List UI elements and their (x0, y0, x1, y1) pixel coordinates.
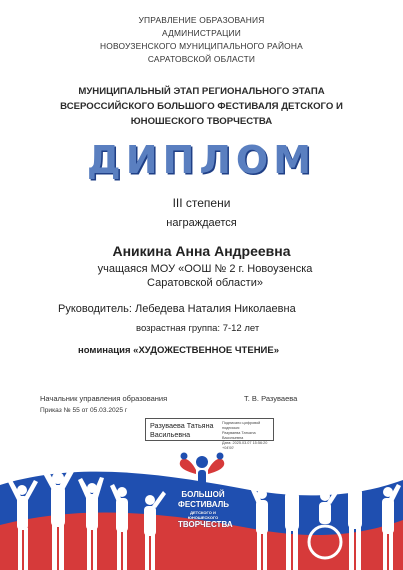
digital-signature-stamp (145, 418, 274, 450)
diploma-degree: III степени (172, 196, 231, 210)
signature-meta-2: Разуваева Татьяна Васильевна (222, 431, 256, 440)
festival-logo-mark (172, 448, 232, 490)
head-position: Начальник управления образования (40, 394, 168, 403)
signature-name: Разуваева Татьяна Васильевна (150, 421, 214, 439)
order-reference: Приказ № 55 от 05.03.2025 г (40, 407, 128, 414)
signature-meta (222, 421, 272, 451)
organization-line-2: АДМИНИСТРАЦИИ (162, 28, 241, 38)
logo-line-4: ТВОРЧЕСТВА (178, 520, 233, 529)
recipient-name: Аникина Анна Андреевна (112, 243, 291, 259)
festival-logo (172, 448, 232, 548)
signature-meta-3: Дата: 2025.03.07 15:56:20 +04'00' (222, 441, 268, 450)
logo-line-2: ФЕСТИВАЛЬ (178, 500, 229, 509)
leader-line: Руководитель: Лебедева Наталия Николаевна (58, 303, 296, 315)
student-line-1: учащаяся МОУ «ООШ № 2 г. Новоузенска (97, 263, 313, 275)
event-title (0, 84, 403, 129)
awarded-label: награждается (166, 217, 237, 229)
organization-line-3: НОВОУЗЕНСКОГО МУНИЦИПАЛЬНОГО РАЙОНА (100, 41, 303, 51)
nomination: номинация «ХУДОЖЕСТВЕННОЕ ЧТЕНИЕ» (78, 345, 280, 356)
organization-header (0, 14, 403, 66)
student-info (75, 262, 335, 290)
student-line-2: Саратовской области» (147, 277, 263, 289)
logo-line-1: БОЛЬШОЙ (181, 490, 225, 499)
signature-meta-1: Подписано цифровой подписью: (222, 421, 261, 430)
age-group: возрастная группа: 7-12 лет (136, 323, 260, 334)
event-line-1: МУНИЦИПАЛЬНЫЙ ЭТАП РЕГИОНАЛЬНОГО ЭТАПА (78, 86, 325, 97)
organization-line-1: УПРАВЛЕНИЕ ОБРАЗОВАНИЯ (138, 15, 265, 25)
organization-line-4: САРАТОВСКОЙ ОБЛАСТИ (147, 54, 256, 64)
event-line-2: ВСЕРОССИЙСКОГО БОЛЬШОГО ФЕСТИВАЛЯ ДЕТСКОГО И (60, 101, 343, 112)
event-line-3: ЮНОШЕСКОГО ТВОРЧЕСТВА (130, 116, 273, 127)
logo-line-3: ДЕТСКОГО И ЮНОШЕСКОГО (187, 510, 219, 520)
diploma-title: ДИПЛОМ (86, 138, 317, 182)
head-name: Т. В. Разуваева (244, 394, 298, 403)
